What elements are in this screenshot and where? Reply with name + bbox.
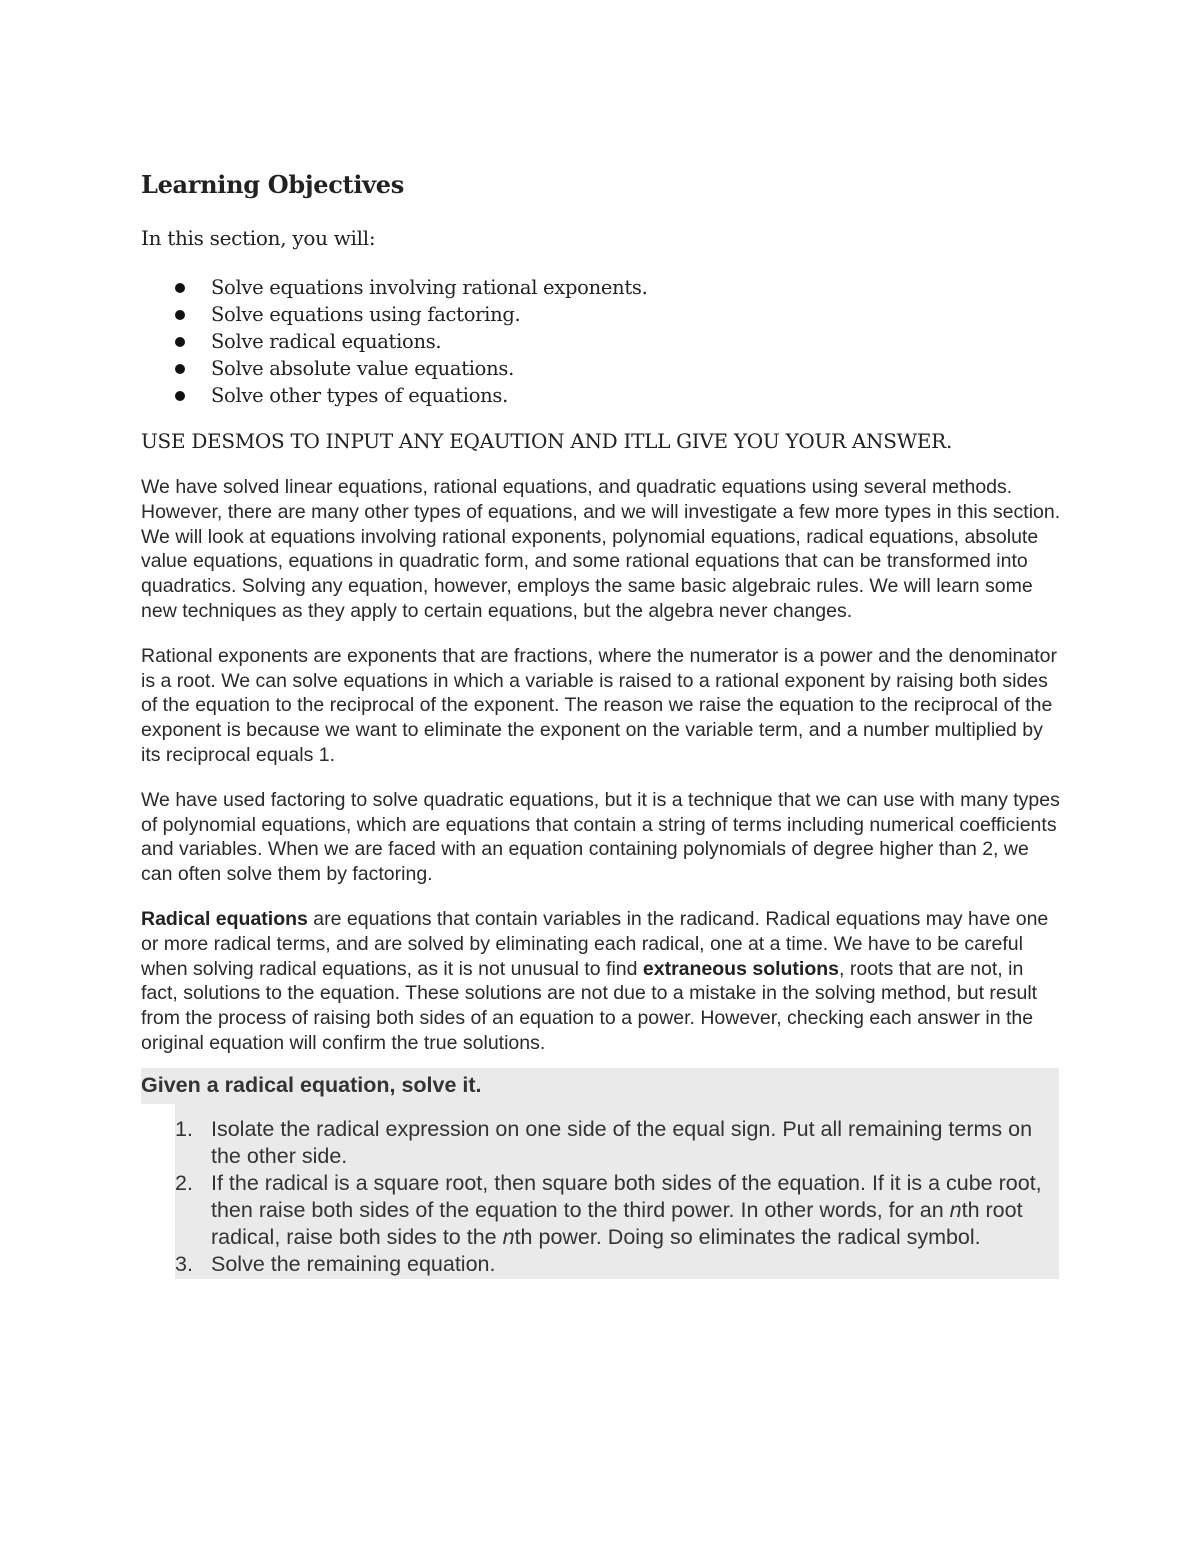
desmos-note: USE DESMOS TO INPUT ANY EQAUTION AND ITLL GIVE YOU YOUR ANSWER.	[141, 429, 953, 453]
objective-text: Solve equations involving rational exponents.	[211, 276, 648, 299]
step-number: 2.	[175, 1170, 193, 1195]
list-item	[141, 355, 1061, 382]
list-item	[175, 1116, 1059, 1170]
list-item	[141, 274, 1061, 301]
bullet-icon	[175, 283, 185, 293]
bullet-icon	[175, 364, 185, 374]
list-item	[141, 301, 1061, 328]
step-text: Solve the remaining equation.	[211, 1251, 496, 1276]
step-text: th root radical, raise both sides to the	[211, 1197, 1023, 1249]
variable-n: n	[502, 1224, 515, 1249]
objective-text: Solve equations using factoring.	[211, 303, 521, 326]
paragraph-rational-exponents: Rational exponents are exponents that are fractions, where the numerator is a power and the denominator is a root. We can solve equations in which a variable is raised to a rational exponent by raising both sides of the equation to the reciprocal of the exponent. The reason we raise the equation to the reciprocal of the exponent is because we want to eliminate the exponent on the variable term, and a number multiplied by its reciprocal equals 1.	[141, 644, 1057, 766]
bullet-icon	[175, 337, 185, 347]
objective-text: Solve other types of equations.	[211, 384, 509, 407]
steps-list	[175, 1116, 1059, 1278]
section-heading: Learning Objectives	[141, 170, 404, 199]
intro-text: In this section, you will:	[141, 226, 376, 250]
objectives-list	[141, 274, 1061, 409]
step-number: 3.	[175, 1251, 193, 1276]
list-item	[141, 382, 1061, 409]
variable-n: n	[949, 1197, 962, 1222]
paragraph-overview: We have solved linear equations, rational equations, and quadratic equations using several methods. However, there are many other types of equations, and we will investigate a few more types in this section. We will look at equations involving rational exponents, polynomial equations, radical equations, absolute value equations, equations in quadratic form, and some rational equations that can be transformed into quadratics. Solving any equation, however, employs the same basic algebraic rules. We will learn some new techniques as they apply to certain equations, but the algebra never changes.	[141, 476, 1061, 622]
howto-title: Given a radical equation, solve it.	[141, 1068, 1059, 1104]
step-text: th power. Doing so eliminates the radical symbol.	[514, 1224, 981, 1249]
paragraph-text: are equations that contain variables in the radicand. Radical equations may have one or more radical terms, and are solved by eliminating each radical, one at a time. We have to be careful when solving radical equations, as it is not unusual to find	[141, 907, 1049, 980]
paragraph-factoring: We have used factoring to solve quadratic equations, but it is a technique that we can use with many types of polynomial equations, which are equations that contain a string of terms including numerical coefficients and variables. When we are faced with an equation containing polynomials of degree higher than 2, we can often solve them by factoring.	[141, 788, 1060, 886]
term-extraneous-solutions: extraneous solutions	[642, 957, 840, 980]
list-item	[175, 1251, 1059, 1278]
step-text: If the radical is a square root, then square both sides of the equation. If it is a cube root, then raise both sides of the equation to the third power. In other words, for an	[211, 1170, 1042, 1222]
bullet-icon	[175, 391, 185, 401]
list-item	[175, 1170, 1059, 1251]
step-text: Isolate the radical expression on one side of the equal sign. Put all remaining terms on the other side.	[211, 1116, 1033, 1168]
paragraph-radical-equations	[141, 907, 1061, 1056]
term-radical-equations: Radical equations	[141, 907, 308, 930]
bullet-icon	[175, 310, 185, 320]
paragraph-text: , roots that are not, in fact, solutions to the equation. These solutions are not due to a mistake in the solving method, but result from the process of raising both sides of an equation to a power. However, checking each answer in the original equation will confirm the true solutions.	[141, 957, 1038, 1054]
howto-steps-box	[175, 1104, 1059, 1279]
howto-box	[141, 1068, 1059, 1279]
objective-text: Solve absolute value equations.	[211, 357, 514, 380]
document-page	[141, 168, 1061, 1279]
objective-text: Solve radical equations.	[211, 330, 442, 353]
step-number: 1.	[175, 1116, 193, 1141]
list-item	[141, 328, 1061, 355]
